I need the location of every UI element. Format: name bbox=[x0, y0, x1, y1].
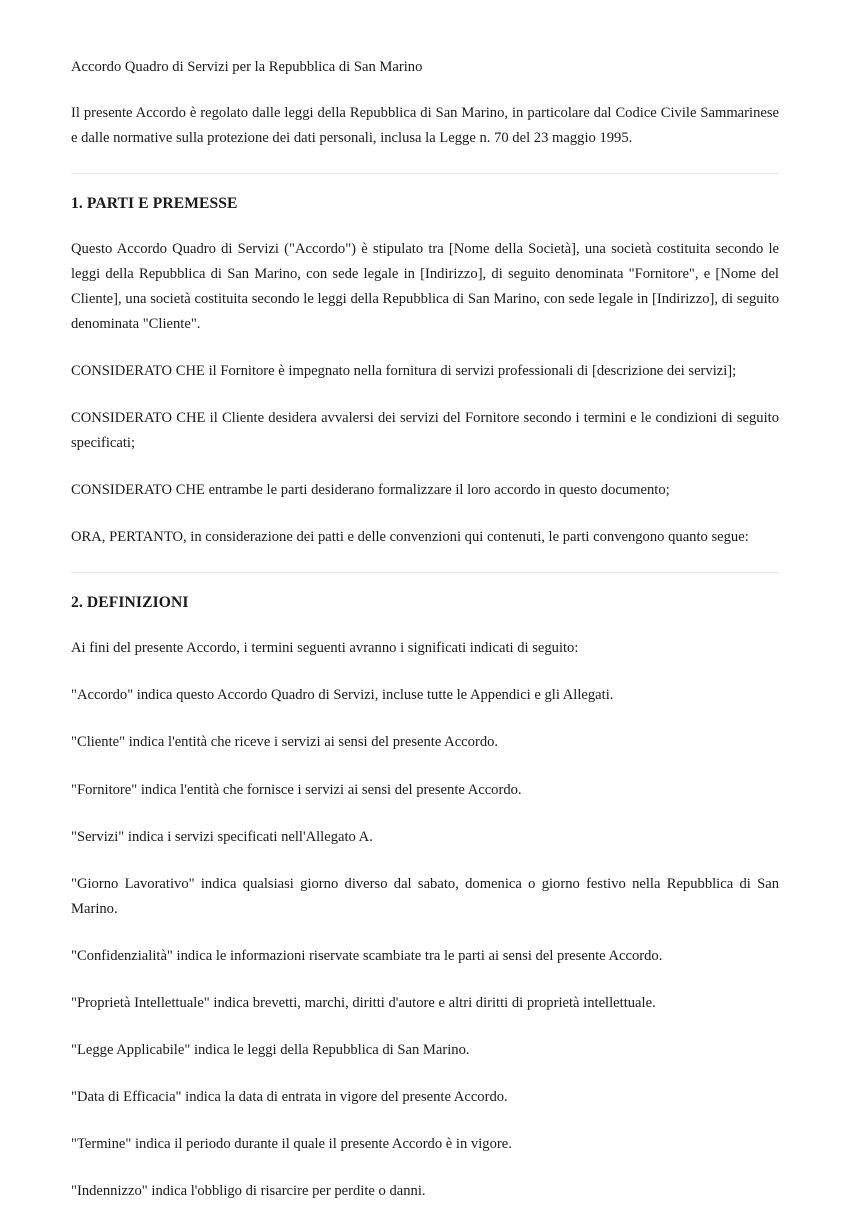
paragraph: CONSIDERATO CHE il Cliente desidera avvalersi dei servizi del Fornitore secondo i termini e le condizioni di seguito specificati; bbox=[71, 410, 779, 452]
definition-item: "Servizi" indica i servizi specificati nell'Allegato A. bbox=[71, 828, 373, 845]
governing-law-paragraph: Il presente Accordo è regolato dalle leggi della Repubblica di San Marino, in particolare dal Codice Civile Sammarinese e dalle normative sulla protezione dei dati personali, inclusa la Legge n. 70 del 23 maggio 1995. bbox=[71, 104, 779, 146]
definition-item: "Fornitore" indica l'entità che fornisce i servizi ai sensi del presente Accordo. bbox=[71, 781, 522, 798]
definition-item: "Data di Efficacia" indica la data di entrata in vigore del presente Accordo. bbox=[71, 1089, 508, 1106]
definition-item: "Confidenzialità" indica le informazioni riservate scambiate tra le parti ai sensi del presente Accordo. bbox=[71, 947, 663, 964]
paragraph: CONSIDERATO CHE entrambe le parti desiderano formalizzare il loro accordo in questo documento; bbox=[71, 482, 670, 499]
paragraph: Ai fini del presente Accordo, i termini seguenti avranno i significati indicati di seguito: bbox=[71, 640, 579, 657]
document-title: Accordo Quadro di Servizi per la Repubblica di San Marino bbox=[71, 59, 423, 75]
definition-item: "Cliente" indica l'entità che riceve i servizi ai sensi del presente Accordo. bbox=[71, 734, 499, 751]
paragraph: CONSIDERATO CHE il Fornitore è impegnato nella fornitura di servizi professionali di [descrizione dei servizi]; bbox=[71, 363, 737, 379]
definition-item: "Indennizzo" indica l'obbligo di risarcire per perdite o danni. bbox=[71, 1183, 426, 1200]
definition-item: "Accordo" indica questo Accordo Quadro di Servizi, incluse tutte le Appendici e gli Allegati. bbox=[71, 687, 614, 704]
definition-item: "Termine" indica il periodo durante il quale il presente Accordo è in vigore. bbox=[71, 1136, 512, 1153]
definition-item: "Proprietà Intellettuale" indica brevetti, marchi, diritti d'autore e altri diritti di proprietà intellettuale. bbox=[71, 995, 656, 1012]
definition-item: "Legge Applicabile" indica le leggi della Repubblica di San Marino. bbox=[71, 1042, 470, 1059]
paragraph: ORA, PERTANTO, in considerazione dei patti e delle convenzioni qui contenuti, le parti convengono quanto segue: bbox=[71, 529, 749, 546]
paragraph: Questo Accordo Quadro di Servizi ("Accordo") è stipulato tra [Nome della Società], una società costituita secondo le leggi della Repubblica di San Marino, con sede legale in [Indirizzo], di seguito denominata "Fornitore", e [Nome del Cliente], una società costituita secondo le leggi della Repubblica di San Marino, con sede legale in [Indirizzo], di seguito denominata "Cliente". bbox=[71, 240, 779, 332]
definition-item: "Giorno Lavorativo" indica qualsiasi giorno diverso dal sabato, domenica o giorno festivo nella Repubblica di San Marino. bbox=[71, 875, 779, 917]
section-heading-definizioni: 2. DEFINIZIONI bbox=[71, 594, 189, 612]
section-divider bbox=[71, 572, 779, 573]
section-heading-parti-e-premesse: 1. PARTI E PREMESSE bbox=[71, 194, 238, 212]
section-divider bbox=[71, 173, 779, 174]
